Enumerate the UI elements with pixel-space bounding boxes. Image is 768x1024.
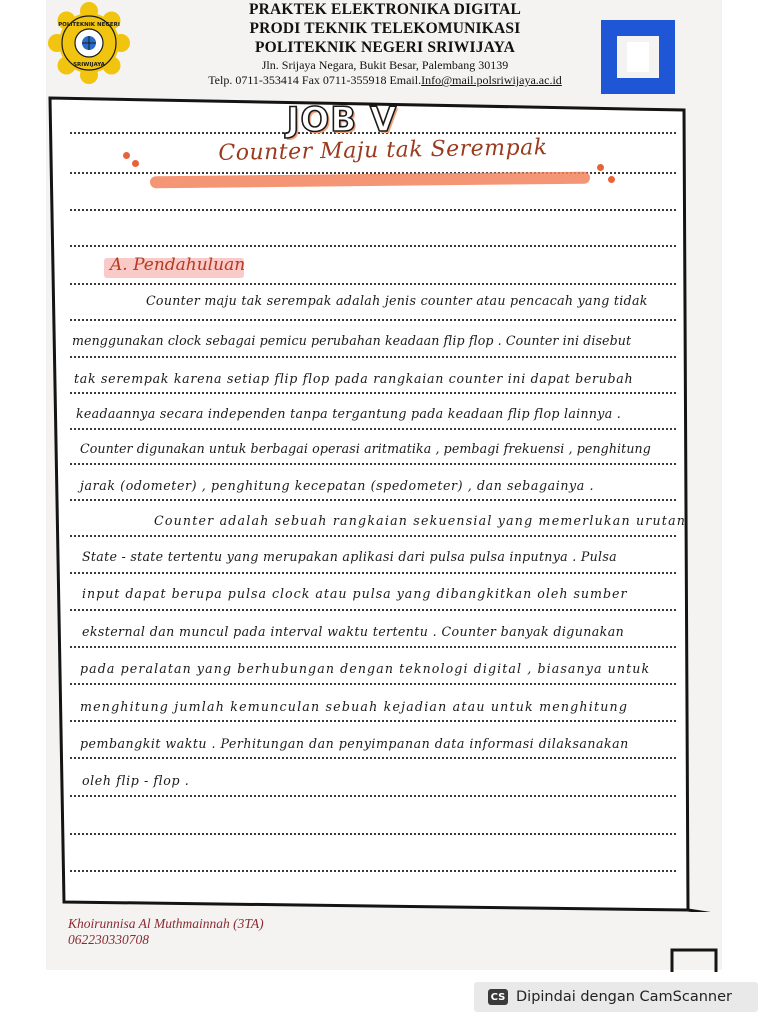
ruled-line xyxy=(70,609,676,611)
author-block xyxy=(68,916,264,948)
handwritten-line: tak serempak karena setiap flip flop pada rangkaian counter ini dapat berubah xyxy=(74,371,634,386)
ruled-line xyxy=(70,535,676,537)
ruled-line xyxy=(70,833,676,835)
handwritten-line: State - state tertentu yang merupakan aplikasi dari pulsa pulsa inputnya . Pulsa xyxy=(82,549,617,564)
ruled-line xyxy=(70,428,676,430)
handwritten-line: keadaannya secara independen tanpa tergantung pada keadaan flip flop lainnya . xyxy=(76,406,622,421)
handwritten-line: Counter digunakan untuk berbagai operasi aritmatika , pembagi frekuensi , penghitung xyxy=(80,441,651,456)
camscanner-text: Dipindai dengan CamScanner xyxy=(516,989,733,1005)
handwritten-line: menggunakan clock sebagai pemicu perubahan keadaan flip flop . Counter ini disebut xyxy=(72,333,632,348)
decoration-dot xyxy=(608,176,615,183)
handwritten-line: pada peralatan yang berhubungan dengan teknologi digital , biasanya untuk xyxy=(80,661,651,676)
letterhead-line-3: POLITEKNIK NEGERI SRIWIJAYA xyxy=(254,39,516,56)
page-subtitle: Counter Maju tak Serempak xyxy=(218,135,548,166)
ruled-line xyxy=(70,795,676,797)
ruled-line xyxy=(70,646,676,648)
ruled-line xyxy=(70,870,676,872)
page-frame xyxy=(48,96,714,912)
decoration-dot xyxy=(123,152,130,159)
letterhead-line-1: PRAKTEK ELEKTRONIKA DIGITAL xyxy=(248,1,522,18)
letterhead xyxy=(140,0,630,88)
letterhead-contact xyxy=(140,73,630,88)
ruled-line xyxy=(70,356,676,358)
job-title: JOB V xyxy=(286,100,398,140)
author-name: Khoirunnisa Al Muthmainnah (3TA) xyxy=(68,916,264,931)
handwritten-line: oleh flip - flop . xyxy=(82,773,190,788)
ruled-line xyxy=(70,757,676,759)
handwritten-line: Counter maju tak serempak adalah jenis counter atau pencacah yang tidak xyxy=(146,293,648,308)
ruled-line xyxy=(70,209,676,211)
letterhead-address: Jln. Srijaya Negara, Bukit Besar, Palembang 30139 xyxy=(261,58,509,72)
ruled-line xyxy=(70,283,676,285)
handwritten-line: pembangkit waktu . Perhitungan dan penyimpanan data informasi dilaksanakan xyxy=(80,736,629,751)
ruled-line xyxy=(70,245,676,247)
handwritten-line: eksternal dan muncul pada interval waktu tertentu . Counter banyak digunakan xyxy=(82,624,625,639)
section-heading: A. Pendahuluan xyxy=(110,255,246,275)
author-id: 062230330708 xyxy=(68,932,149,947)
department-emblem-icon xyxy=(597,16,679,98)
handwritten-line: input dapat berupa pulsa clock atau pulsa yang dibangkitkan oleh sumber xyxy=(82,586,628,601)
polsri-logo xyxy=(48,2,130,84)
camscanner-icon: CS xyxy=(488,989,508,1005)
ruled-line xyxy=(70,720,676,722)
decoration-dot xyxy=(597,164,604,171)
ruled-line xyxy=(70,683,676,685)
decoration-dot xyxy=(132,160,139,167)
contact-email-link[interactable]: Info@mail.polsriwijaya.ac.id xyxy=(421,73,562,87)
ruled-line xyxy=(70,572,676,574)
ruled-line xyxy=(70,463,676,465)
ruled-line xyxy=(70,499,676,501)
camscanner-watermark xyxy=(474,982,758,1012)
ruled-line xyxy=(70,319,676,321)
handwritten-line: Counter adalah sebuah rangkaian sekuensial yang memerlukan urutan xyxy=(154,513,687,528)
page-corner-mark xyxy=(670,944,720,974)
contact-phone-fax: Telp. 0711-353414 Fax 0711-355918 Email. xyxy=(208,73,422,87)
logo-text-bottom: SRIWIJAYA xyxy=(73,62,105,68)
letterhead-line-2: PRODI TEKNIK TELEKOMUNIKASI xyxy=(249,20,521,37)
ruled-line xyxy=(70,392,676,394)
handwritten-line: jarak (odometer) , penghitung kecepatan (spedometer) , dan sebagainya . xyxy=(80,478,595,493)
handwritten-line: menghitung jumlah kemunculan sebuah kejadian atau untuk menghitung xyxy=(80,699,629,714)
logo-text-top: POLITEKNIK NEGERI xyxy=(58,22,120,28)
